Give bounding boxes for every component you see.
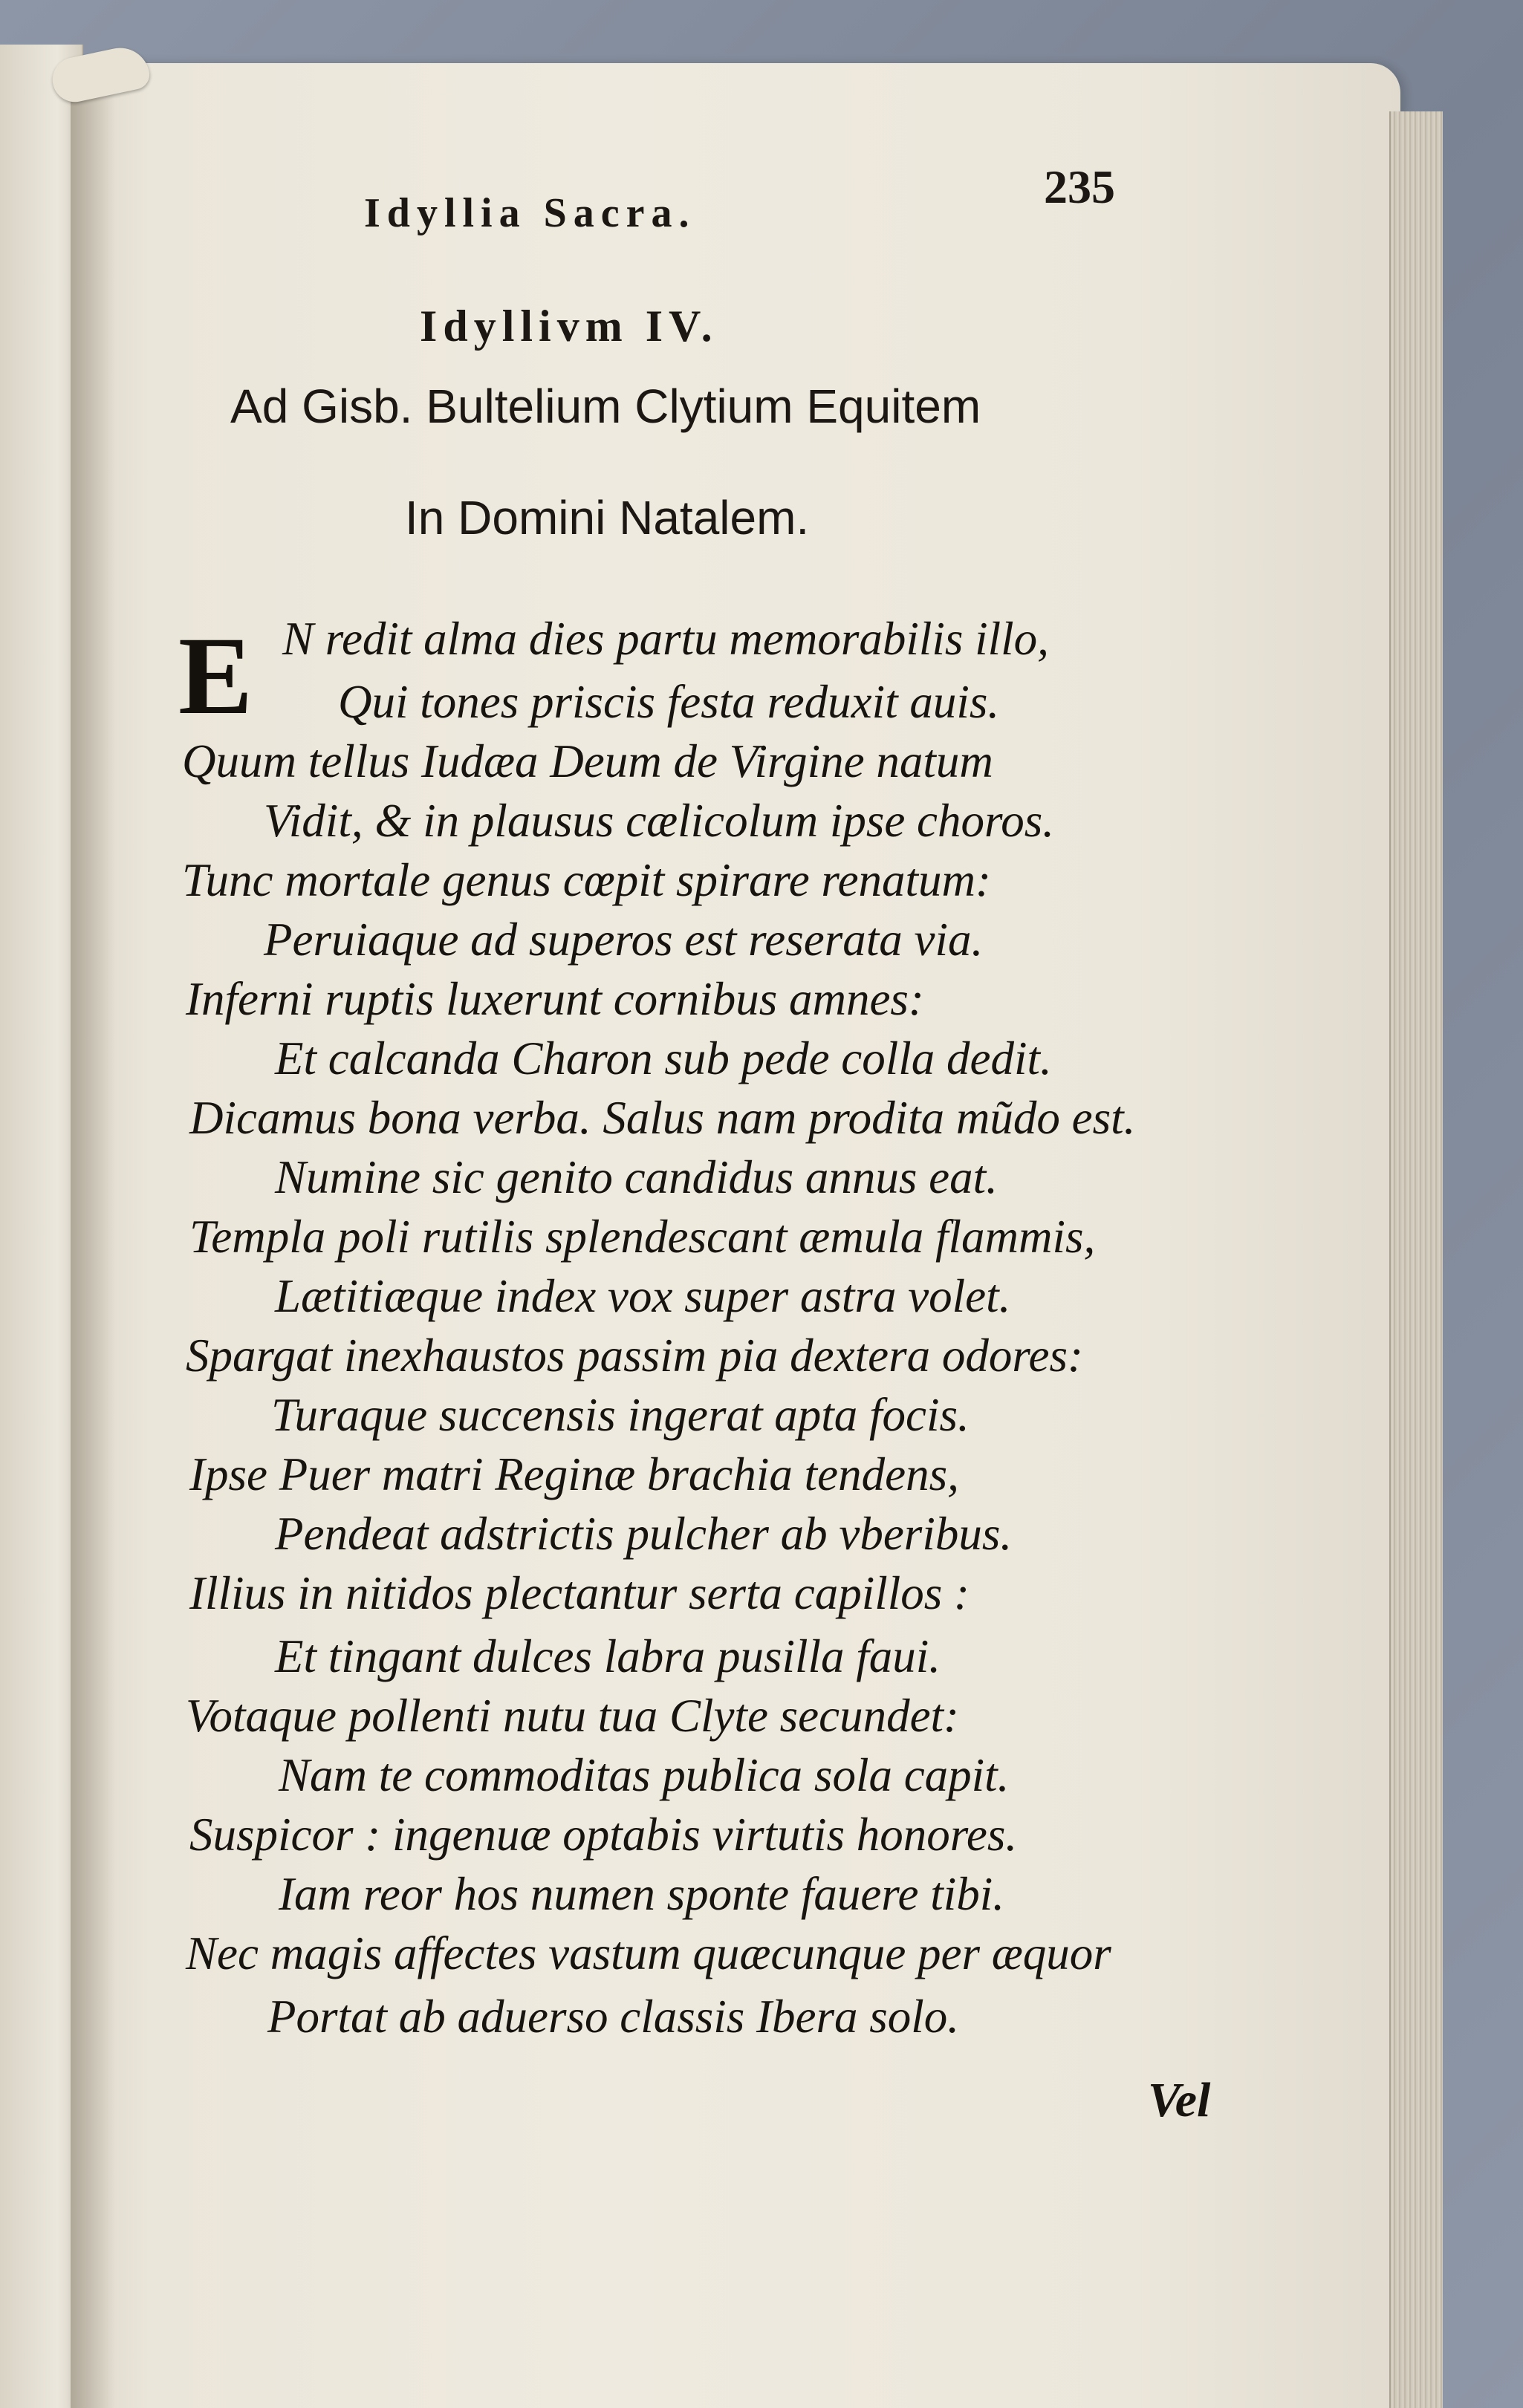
page-number: 235 <box>1044 160 1115 213</box>
poem-line: Suspicor : ingenuæ optabis virtutis honores. <box>189 1809 1018 1861</box>
poem-line: Dicamus bona verba. Salus nam prodita mũdo est. <box>189 1092 1136 1144</box>
drop-cap: E <box>178 614 253 738</box>
poem-line: Vidit, & in plausus cælicolum ipse choros. <box>264 795 1054 847</box>
poem-line: Nec magis affectes vastum quæcunque per æquor <box>186 1927 1111 1979</box>
page-fore-edge <box>1389 111 1443 2408</box>
poem-line: Tunc mortale genus cœpit spirare renatum: <box>182 854 992 906</box>
poem-line: Inferni ruptis luxerunt cornibus amnes: <box>186 973 924 1025</box>
poem-line: Qui tones priscis festa reduxit auis. <box>338 676 1000 728</box>
poem-line: Peruiaque ad superos est reserata via. <box>264 914 984 966</box>
poem-line: Illius in nitidos plectantur serta capillos : <box>189 1567 970 1619</box>
poem-line: Numine sic genito candidus annus eat. <box>275 1151 998 1203</box>
poem-line: Spargat inexhaustos passim pia dextera odores: <box>186 1330 1083 1382</box>
poem-line: Templa poli rutilis splendescant æmula flammis, <box>189 1211 1096 1263</box>
poem-line: Votaque pollenti nutu tua Clyte secundet: <box>186 1690 960 1742</box>
poem-line: Lætitiæque index vox super astra volet. <box>275 1270 1011 1322</box>
poem-line: Iam reor hos numen sponte fauere tibi. <box>279 1868 1004 1920</box>
catchword: Vel <box>1148 2073 1211 2127</box>
poem-line: Ipse Puer matri Reginæ brachia tendens, <box>189 1448 959 1500</box>
running-head: Idyllia Sacra. <box>364 190 696 236</box>
poem-line: N redit alma dies partu memorabilis illo, <box>282 613 1049 665</box>
gutter-shadow <box>71 89 115 2408</box>
poem-line: Et tingant dulces labra pusilla faui. <box>275 1630 941 1682</box>
poem-line: Nam te commoditas publica sola capit. <box>279 1749 1010 1801</box>
poem-line: Pendeat adstrictis pulcher ab vberibus. <box>275 1508 1013 1560</box>
dedication-line: Ad Gisb. Bultelium Clytium Equitem <box>230 380 981 433</box>
poem-line: Et calcanda Charon sub pede colla dedit. <box>275 1032 1052 1084</box>
poem-line: Quum tellus Iudæa Deum de Virgine natum <box>182 735 993 787</box>
poem-line: Portat ab aduerso classis Ibera solo. <box>267 1991 960 2043</box>
occasion-line: In Domini Natalem. <box>405 491 810 544</box>
idyll-title: Idyllivm IV. <box>420 302 718 351</box>
poem-line: Turaque succensis ingerat apta focis. <box>271 1389 970 1441</box>
